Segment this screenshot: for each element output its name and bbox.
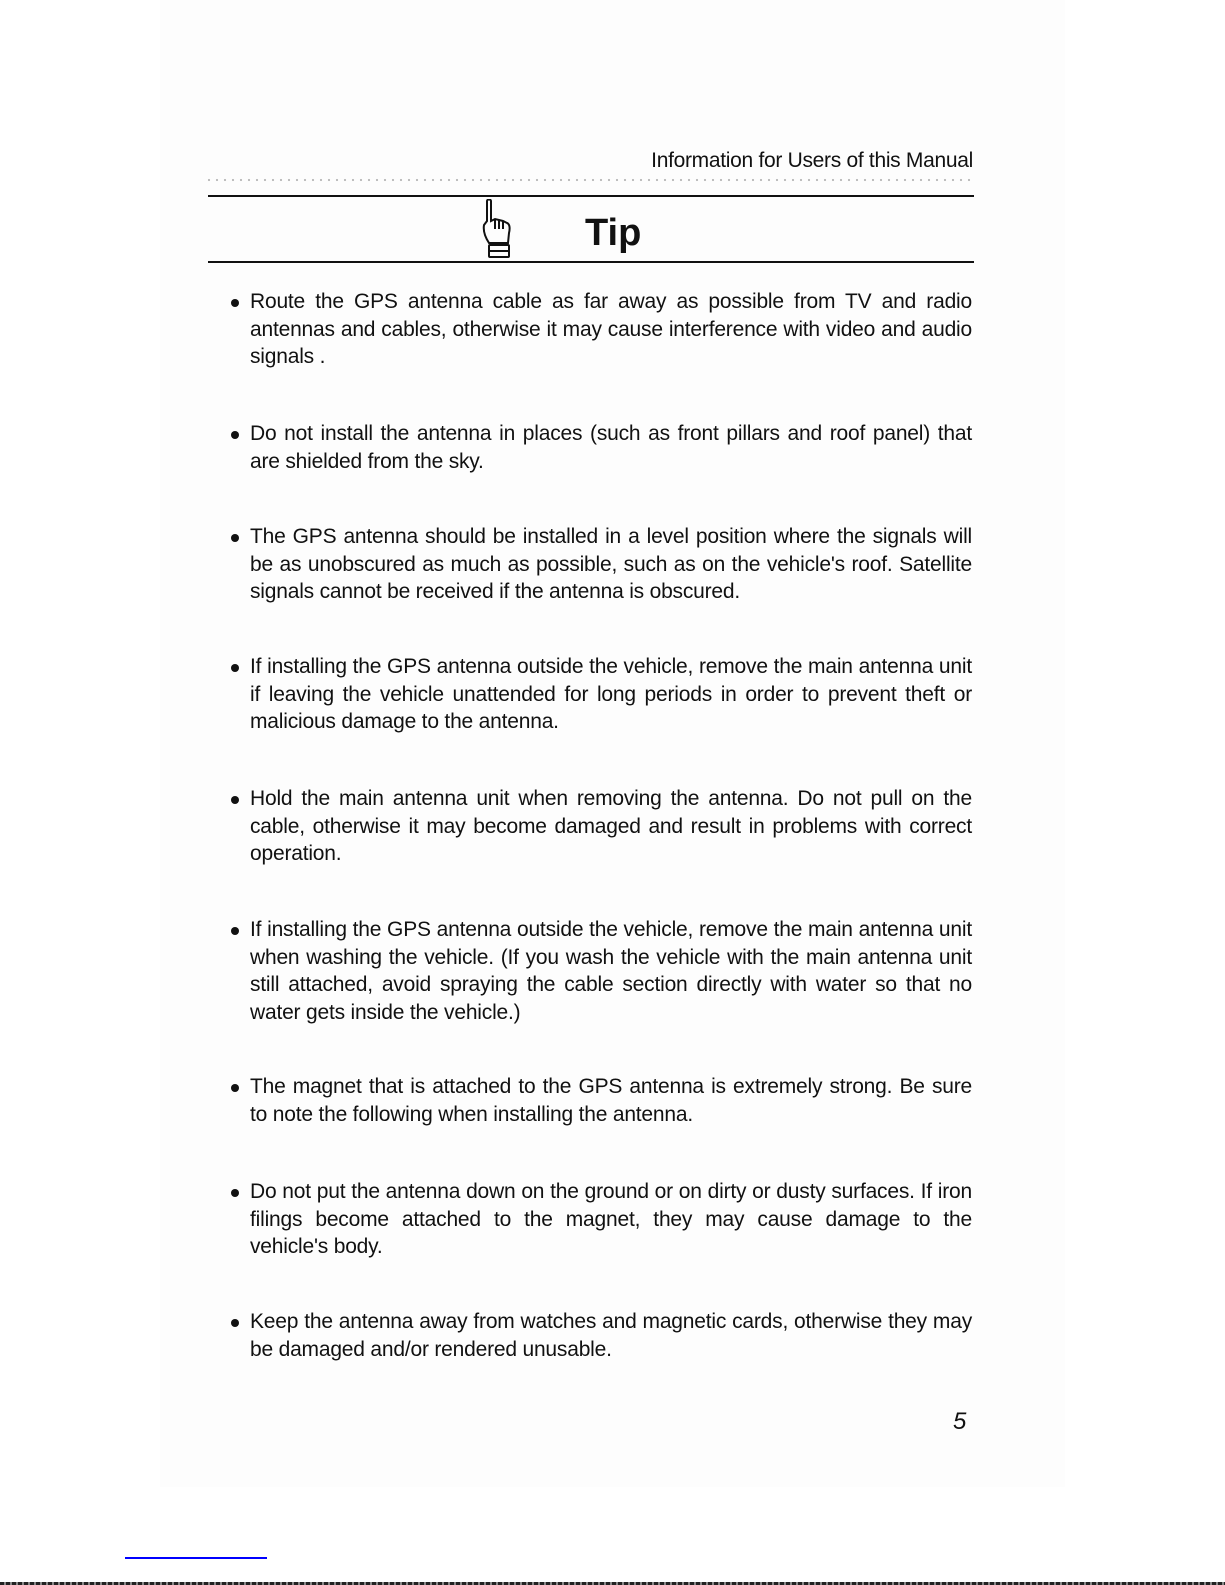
tip-item	[250, 1073, 972, 1128]
bullet-icon	[231, 431, 239, 439]
bullet-icon	[231, 1319, 239, 1327]
tip-item	[250, 523, 972, 606]
tip-text: Route the GPS antenna cable as far away as possible from TV and radio antennas and cables, otherwise it may cause interference with video and audio signals .	[250, 290, 972, 368]
tip-item	[250, 420, 972, 475]
tip-item	[250, 1178, 972, 1261]
tip-text: If installing the GPS antenna outside the vehicle, remove the main antenna unit when washing the vehicle. (If you wash the vehicle with the main antenna unit still attached, avoid spraying the cable section directly with water so that no water gets inside the vehicle.)	[250, 918, 972, 1024]
bullet-icon	[231, 927, 239, 935]
tip-item	[250, 916, 972, 1026]
tip-item	[250, 653, 972, 736]
pointing-hand-icon	[481, 199, 515, 266]
tip-text: The GPS antenna should be installed in a level position where the signals will be as unobscured as much as possible, such as on the vehicle's roof. Satellite signals cannot be received if the antenna is obscured.	[250, 525, 972, 603]
tip-text: The magnet that is attached to the GPS antenna is extremely strong. Be sure to note the following when installing the antenna.	[250, 1075, 972, 1126]
tip-item	[250, 785, 972, 868]
tip-text: Hold the main antenna unit when removing the antenna. Do not pull on the cable, otherwise it may become damaged and result in problems with correct operation.	[250, 787, 972, 865]
top-rule	[208, 195, 974, 197]
bullet-icon	[231, 796, 239, 804]
bullet-icon	[231, 1084, 239, 1092]
bullet-icon	[231, 534, 239, 542]
tip-item	[250, 1308, 972, 1363]
tip-text: Do not install the antenna in places (such as front pillars and roof panel) that are shielded from the sky.	[250, 422, 972, 473]
tip-text: Keep the antenna away from watches and magnetic cards, otherwise they may be damaged and/or rendered unusable.	[250, 1310, 972, 1361]
bottom-rule	[208, 261, 974, 263]
link-underline[interactable]	[125, 1557, 267, 1559]
bullet-icon	[231, 1189, 239, 1197]
running-header: Information for Users of this Manual	[651, 149, 973, 172]
tip-text: If installing the GPS antenna outside the vehicle, remove the main antenna unit if leaving the vehicle unattended for long periods in order to prevent theft or malicious damage to the antenna.	[250, 655, 972, 733]
tip-item	[250, 288, 972, 371]
tip-text: Do not put the antenna down on the ground or on dirty or dusty surfaces. If iron filings become attached to the magnet, they may cause damage to the vehicle's body.	[250, 1180, 972, 1258]
dotted-divider	[205, 178, 975, 182]
page-number: 5	[953, 1408, 967, 1435]
bullet-icon	[231, 299, 239, 307]
section-title: Tip	[585, 212, 642, 254]
bullet-icon	[231, 664, 239, 672]
